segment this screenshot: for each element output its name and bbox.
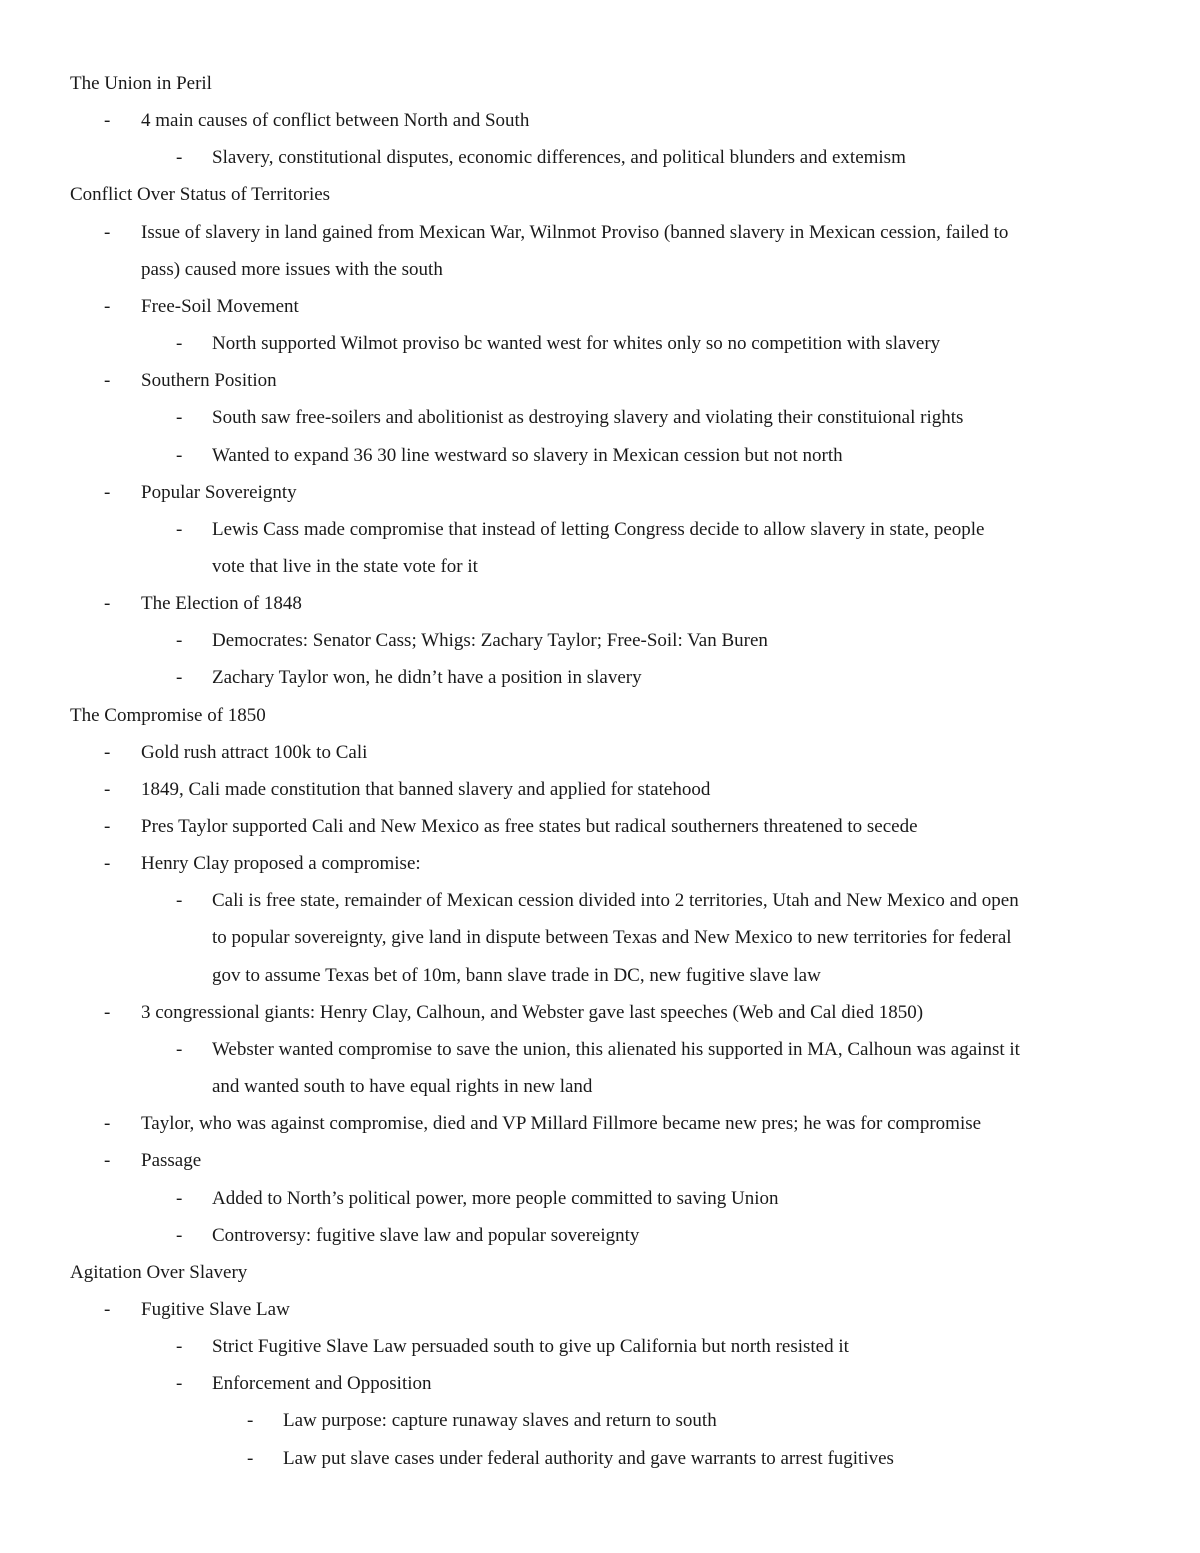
bullet-dash: -	[104, 816, 111, 837]
bullet-dash: -	[104, 1150, 111, 1172]
bullet-dash: -	[176, 333, 183, 355]
bullet-dash: -	[104, 1298, 111, 1320]
bullet-dash: -	[176, 630, 183, 652]
note-line: vote that live in the state vote for it	[212, 555, 478, 577]
bullet-dash: -	[176, 1187, 183, 1209]
note-line: Popular Sovereignty	[141, 481, 297, 503]
note-line: Taylor, who was against compromise, died and VP Millard Fillmore became new pres; he was for compromise	[141, 1113, 982, 1135]
bullet-dash: -	[176, 1336, 183, 1358]
bullet-dash: -	[176, 518, 183, 540]
bullet-dash: -	[104, 221, 111, 243]
bullet-dash: -	[104, 370, 111, 392]
note-line: Issue of slavery in land gained from Mexican War, Wilnmot Proviso (banned slavery in Mexican cession, failed to	[141, 221, 1009, 243]
note-line: Pres Taylor supported Cali and New Mexico as free states but radical southerners threatened to secede	[141, 816, 918, 837]
note-line: gov to assume Texas bet of 10m, bann slave trade in DC, new fugitive slave law	[212, 964, 821, 986]
bullet-dash: -	[104, 295, 111, 317]
note-line: The Election of 1848	[141, 593, 302, 615]
bullet-dash: -	[247, 1447, 254, 1469]
bullet-dash: -	[176, 890, 183, 912]
note-line: Law purpose: capture runaway slaves and return to south	[283, 1410, 717, 1432]
note-line: South saw free-soilers and abolitionist as destroying slavery and violating their constituional rights	[212, 407, 964, 429]
note-line: 3 congressional giants: Henry Clay, Calhoun, and Webster gave last speeches (Web and Cal died 1850)	[141, 1001, 924, 1023]
note-line: Lewis Cass made compromise that instead of letting Congress decide to allow slavery in state, people	[212, 518, 985, 540]
note-line: Webster wanted compromise to save the union, this alienated his supported in MA, Calhoun was against it	[212, 1038, 1020, 1060]
bullet-dash: -	[176, 407, 183, 429]
bullet-dash: -	[176, 1224, 183, 1246]
bullet-dash: -	[176, 1373, 183, 1395]
note-line: Added to North’s political power, more people committed to saving Union	[212, 1187, 779, 1209]
bullet-dash: -	[176, 667, 183, 689]
bullet-dash: -	[104, 593, 111, 615]
bullet-dash: -	[104, 853, 111, 875]
note-line: Law put slave cases under federal authority and gave warrants to arrest fugitives	[283, 1447, 894, 1469]
note-line: 4 main causes of conflict between North and South	[141, 110, 530, 132]
note-line: Zachary Taylor won, he didn’t have a position in slavery	[212, 667, 642, 689]
note-line: North supported Wilmot proviso bc wanted west for whites only so no competition with slavery	[212, 333, 941, 355]
note-line: 1849, Cali made constitution that banned slavery and applied for statehood	[141, 778, 711, 800]
note-line: Gold rush attract 100k to Cali	[141, 741, 368, 763]
bullet-dash: -	[176, 1038, 183, 1060]
bullet-dash: -	[104, 110, 111, 132]
note-line: Passage	[141, 1150, 202, 1172]
bullet-dash: -	[104, 481, 111, 503]
bullet-dash: -	[104, 741, 111, 763]
bullet-dash: -	[176, 444, 183, 466]
note-line: to popular sovereignty, give land in dispute between Texas and New Mexico to new territories for federal	[212, 927, 1012, 949]
bullet-dash: -	[247, 1410, 254, 1432]
note-line: pass) caused more issues with the south	[141, 258, 443, 280]
section-heading: Conflict Over Status of Territories	[70, 184, 331, 206]
note-line: Enforcement and Opposition	[212, 1373, 432, 1395]
note-line: Cali is free state, remainder of Mexican cession divided into 2 territories, Utah and New Mexico and open	[212, 890, 1019, 912]
note-line: Slavery, constitutional disputes, economic differences, and political blunders and extemism	[212, 147, 906, 169]
note-line: Henry Clay proposed a compromise:	[141, 853, 421, 875]
note-line: and wanted south to have equal rights in new land	[212, 1076, 593, 1098]
note-line: Democrates: Senator Cass; Whigs: Zachary Taylor; Free-Soil: Van Buren	[212, 630, 768, 652]
section-heading: Agitation Over Slavery	[70, 1261, 248, 1283]
note-line: Southern Position	[141, 370, 277, 392]
note-line: Fugitive Slave Law	[141, 1298, 290, 1320]
section-heading: The Compromise of 1850	[70, 704, 266, 726]
bullet-dash: -	[104, 778, 111, 800]
note-line: Free-Soil Movement	[141, 295, 299, 317]
note-line: Controversy: fugitive slave law and popular sovereignty	[212, 1224, 640, 1246]
note-line: Wanted to expand 36 30 line westward so slavery in Mexican cession but not north	[212, 444, 843, 466]
bullet-dash: -	[104, 1113, 111, 1135]
bullet-dash: -	[176, 147, 183, 169]
note-line: Strict Fugitive Slave Law persuaded south to give up California but north resisted it	[212, 1336, 849, 1358]
section-heading: The Union in Peril	[70, 73, 212, 94]
bullet-dash: -	[104, 1001, 111, 1023]
